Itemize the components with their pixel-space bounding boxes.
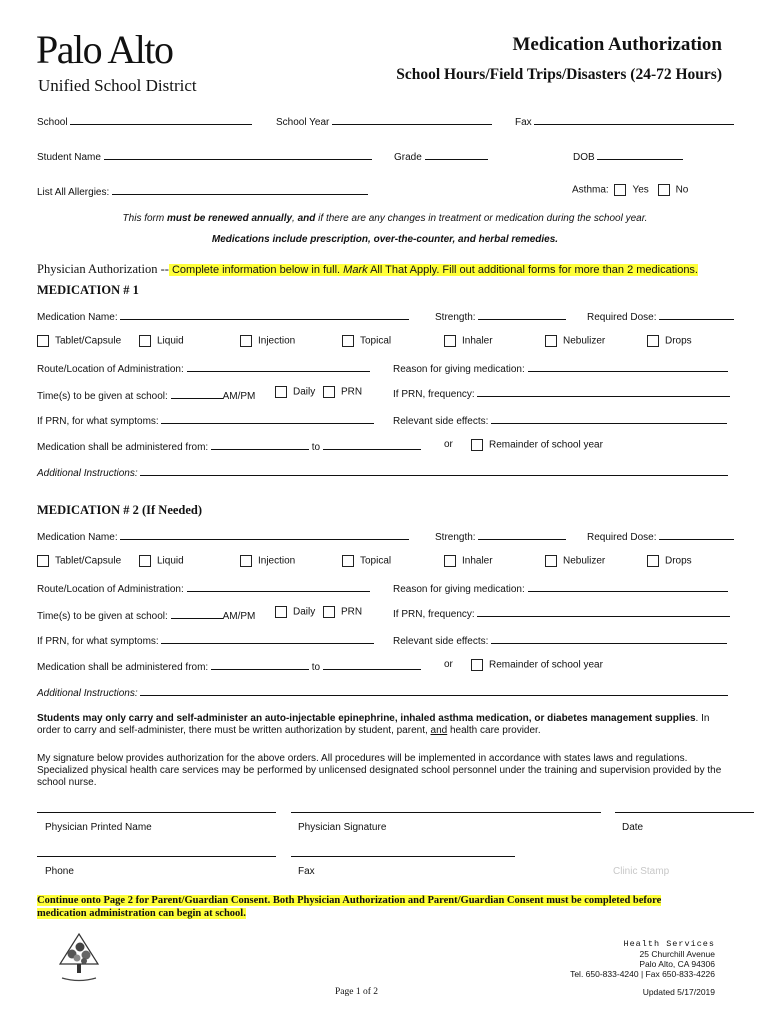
times-label: Time(s) to be given at school: [37,391,168,402]
route-row [0,581,770,597]
form-title: Medication Authorization [512,34,722,55]
remainder-checkbox[interactable] [471,439,483,451]
side-effects-label: Relevant side effects: [393,636,489,647]
remainder-label: Remainder of school year [489,439,603,451]
ampm-label: AM/PM [222,611,256,622]
or-label: or [444,659,453,670]
to-label: to [311,662,321,673]
side-effects-field[interactable] [491,413,727,424]
strength-field[interactable] [478,309,566,320]
reason-label: Reason for giving medication: [393,364,525,375]
dob-label: DOB [573,152,595,163]
administration-dates-row [0,659,770,675]
strength-field[interactable] [478,529,566,540]
liquid-checkbox[interactable] [139,335,151,347]
medication-1-heading: MEDICATION # 1 [37,283,139,297]
physician-authorization-header [37,262,698,277]
times-field[interactable] [171,608,223,619]
ampm-label: AM/PM [222,391,256,402]
date-label: Date [622,822,644,833]
side-effects-label: Relevant side effects: [393,416,489,427]
prn-symptoms-label: If PRN, for what symptoms: [37,416,159,427]
fax-signature-label: Fax [298,866,315,877]
route-label: Route/Location of Administration: [37,364,184,375]
topical-checkbox[interactable] [342,555,354,567]
school-year-label: School Year [276,117,330,128]
medication-name-row [0,529,770,545]
strength-label: Strength: [435,312,476,323]
asthma-no-label: No [675,184,689,196]
footer-department: Health Services [623,939,715,949]
start-date-field[interactable] [211,659,309,670]
daily-checkbox[interactable] [275,606,287,618]
asthma-yes-checkbox[interactable] [614,184,626,196]
times-field[interactable] [171,388,223,399]
additional-instructions-label: Additional Instructions: [37,468,138,479]
topical-checkbox[interactable] [342,335,354,347]
page-number: Page 1 of 2 [335,987,379,997]
times-row [0,606,770,622]
remainder-label: Remainder of school year [489,659,603,671]
tablet-checkbox[interactable] [37,335,49,347]
tablet-label: Tablet/Capsule [55,555,122,567]
daily-checkbox[interactable] [275,386,287,398]
medication-name-label: Medication Name: [37,312,118,323]
school-year-field[interactable] [332,114,492,125]
reason-label: Reason for giving medication: [393,584,525,595]
student-info-row-1 [0,114,770,130]
instructions-row [0,465,770,481]
required-dose-label: Required Dose: [587,532,657,543]
footer-address [570,939,715,979]
fax-label: Fax [515,117,532,128]
district-seal-icon [56,931,102,988]
clinic-stamp-label: Clinic Stamp [613,866,670,877]
tablet-label: Tablet/Capsule [55,335,122,347]
drops-checkbox[interactable] [647,335,659,347]
times-label: Time(s) to be given at school: [37,611,168,622]
logo-subtitle: Unified School District [38,76,197,95]
medication-name-field[interactable] [120,309,409,320]
footer-street: 25 Churchill Avenue [639,949,715,959]
administered-from-label: Medication shall be administered from: [37,662,209,673]
symptoms-row [0,633,770,649]
or-label: or [444,439,453,450]
tablet-checkbox[interactable] [37,555,49,567]
prn-symptoms-label: If PRN, for what symptoms: [37,636,159,647]
logo-wordmark: Palo Alto [36,27,173,72]
injection-label: Injection [258,335,296,347]
dosage-form-row [0,335,770,351]
fax-field[interactable] [534,114,734,125]
nebulizer-checkbox[interactable] [545,555,557,567]
administered-from-label: Medication shall be administered from: [37,442,209,453]
asthma-no-checkbox[interactable] [658,184,670,196]
nebulizer-label: Nebulizer [563,335,606,347]
medications-notice: Medications include prescription, over-the-counter, and herbal remedies. [211,234,559,245]
school-label: School [37,117,68,128]
physician-printed-name-line[interactable] [37,812,276,813]
medication-2-heading: MEDICATION # 2 (If Needed) [37,503,203,517]
prn-frequency-field[interactable] [477,386,730,397]
inhaler-label: Inhaler [462,555,493,567]
grade-label: Grade [394,152,422,163]
injection-label: Injection [258,555,296,567]
topical-label: Topical [360,555,392,567]
required-dose-field[interactable] [659,529,734,540]
form-subtitle: School Hours/Field Trips/Disasters (24-72 Hours) [396,66,722,83]
inhaler-checkbox[interactable] [444,555,456,567]
route-row [0,361,770,377]
medication-name-row [0,309,770,325]
route-field[interactable] [187,581,370,592]
instructions-row [0,685,770,701]
required-dose-field[interactable] [659,309,734,320]
daily-label: Daily [293,606,316,618]
footer-city: Palo Alto, CA 94306 [639,959,715,969]
additional-instructions-field[interactable] [140,465,728,476]
prn-label: PRN [341,386,363,398]
end-date-field[interactable] [323,659,421,670]
phone-line[interactable] [37,856,276,857]
footer-phone-fax: Tel. 650-833-4240 | Fax 650-833-4226 [570,969,715,979]
updated-date: Updated 5/17/2019 [642,987,715,997]
physician-signature-line[interactable] [291,812,601,813]
prn-frequency-field[interactable] [477,606,730,617]
side-effects-field[interactable] [491,633,727,644]
student-info-row-3 [0,184,770,200]
strength-label: Strength: [435,532,476,543]
route-label: Route/Location of Administration: [37,584,184,595]
medication-name-field[interactable] [120,529,409,540]
physician-authorization-instructions: Complete information below in full. Mark All That Apply. Fill out additional forms for more than 2 medications. [168,264,698,276]
times-row [0,386,770,402]
liquid-checkbox[interactable] [139,555,151,567]
additional-instructions-label: Additional Instructions: [37,688,138,699]
physician-signature-label: Physician Signature [298,822,387,833]
inhaler-label: Inhaler [462,335,493,347]
prn-checkbox[interactable] [323,606,335,618]
fax-line[interactable] [291,856,515,857]
injection-checkbox[interactable] [240,555,252,567]
continue-note: Continue onto Page 2 for Parent/Guardian Consent. Both Physician Authorization and Parent/Guardian Consent must be completed before medication administration can begin at school. [37,895,662,919]
administration-dates-row [0,439,770,455]
topical-label: Topical [360,335,392,347]
additional-instructions-field[interactable] [140,685,728,696]
grade-field[interactable] [425,149,488,160]
prn-frequency-label: If PRN, frequency: [393,389,475,400]
reason-field[interactable] [528,361,728,372]
date-line[interactable] [615,812,754,813]
allergies-field[interactable] [112,184,368,195]
asthma-label: Asthma: [572,184,609,196]
student-name-label: Student Name [37,152,101,163]
prn-checkbox[interactable] [323,386,335,398]
inhaler-checkbox[interactable] [444,335,456,347]
prn-label: PRN [341,606,363,618]
renewal-notice: This form must be renewed annually, and if there are any changes in treatment or medication during the school year. [122,213,648,224]
reason-field[interactable] [528,581,728,592]
remainder-checkbox[interactable] [471,659,483,671]
student-name-field[interactable] [104,149,372,160]
asthma-yes-label: Yes [632,184,649,196]
medication-name-label: Medication Name: [37,532,118,543]
signature-authorization-text: My signature below provides authorization for the above orders. All procedures will be implemented in accordance with states laws and regulations. Specialized physical health care services may be performed by unlicensed designated school personnel under the training and supervision provided by the school nurse. [37,753,722,788]
end-date-field[interactable] [323,439,421,450]
school-field[interactable] [70,114,252,125]
start-date-field[interactable] [211,439,309,450]
nebulizer-label: Nebulizer [563,555,606,567]
student-info-row-2 [0,149,770,165]
drops-label: Drops [665,555,692,567]
liquid-label: Liquid [157,555,184,567]
dosage-form-row [0,555,770,571]
nebulizer-checkbox[interactable] [545,335,557,347]
to-label: to [311,442,321,453]
prn-symptoms-field[interactable] [161,633,374,644]
liquid-label: Liquid [157,335,184,347]
phone-label: Phone [45,866,74,877]
drops-checkbox[interactable] [647,555,659,567]
route-field[interactable] [187,361,370,372]
prn-symptoms-field[interactable] [161,413,374,424]
physician-authorization-label: Physician Authorization -- [37,262,169,276]
dob-field[interactable] [597,149,683,160]
drops-label: Drops [665,335,692,347]
required-dose-label: Required Dose: [587,312,657,323]
injection-checkbox[interactable] [240,335,252,347]
symptoms-row [0,413,770,429]
self-carry-notice: Students may only carry and self-administer an auto-injectable epinephrine, inhaled asthma medication, or diabetes management supplies. In order to carry and self-administer, there must be written authorization by student, parent, and health care provider. [37,713,710,736]
prn-frequency-label: If PRN, frequency: [393,609,475,620]
daily-label: Daily [293,386,316,398]
allergies-label: List All Allergies: [37,187,110,198]
physician-printed-name-label: Physician Printed Name [45,822,152,833]
